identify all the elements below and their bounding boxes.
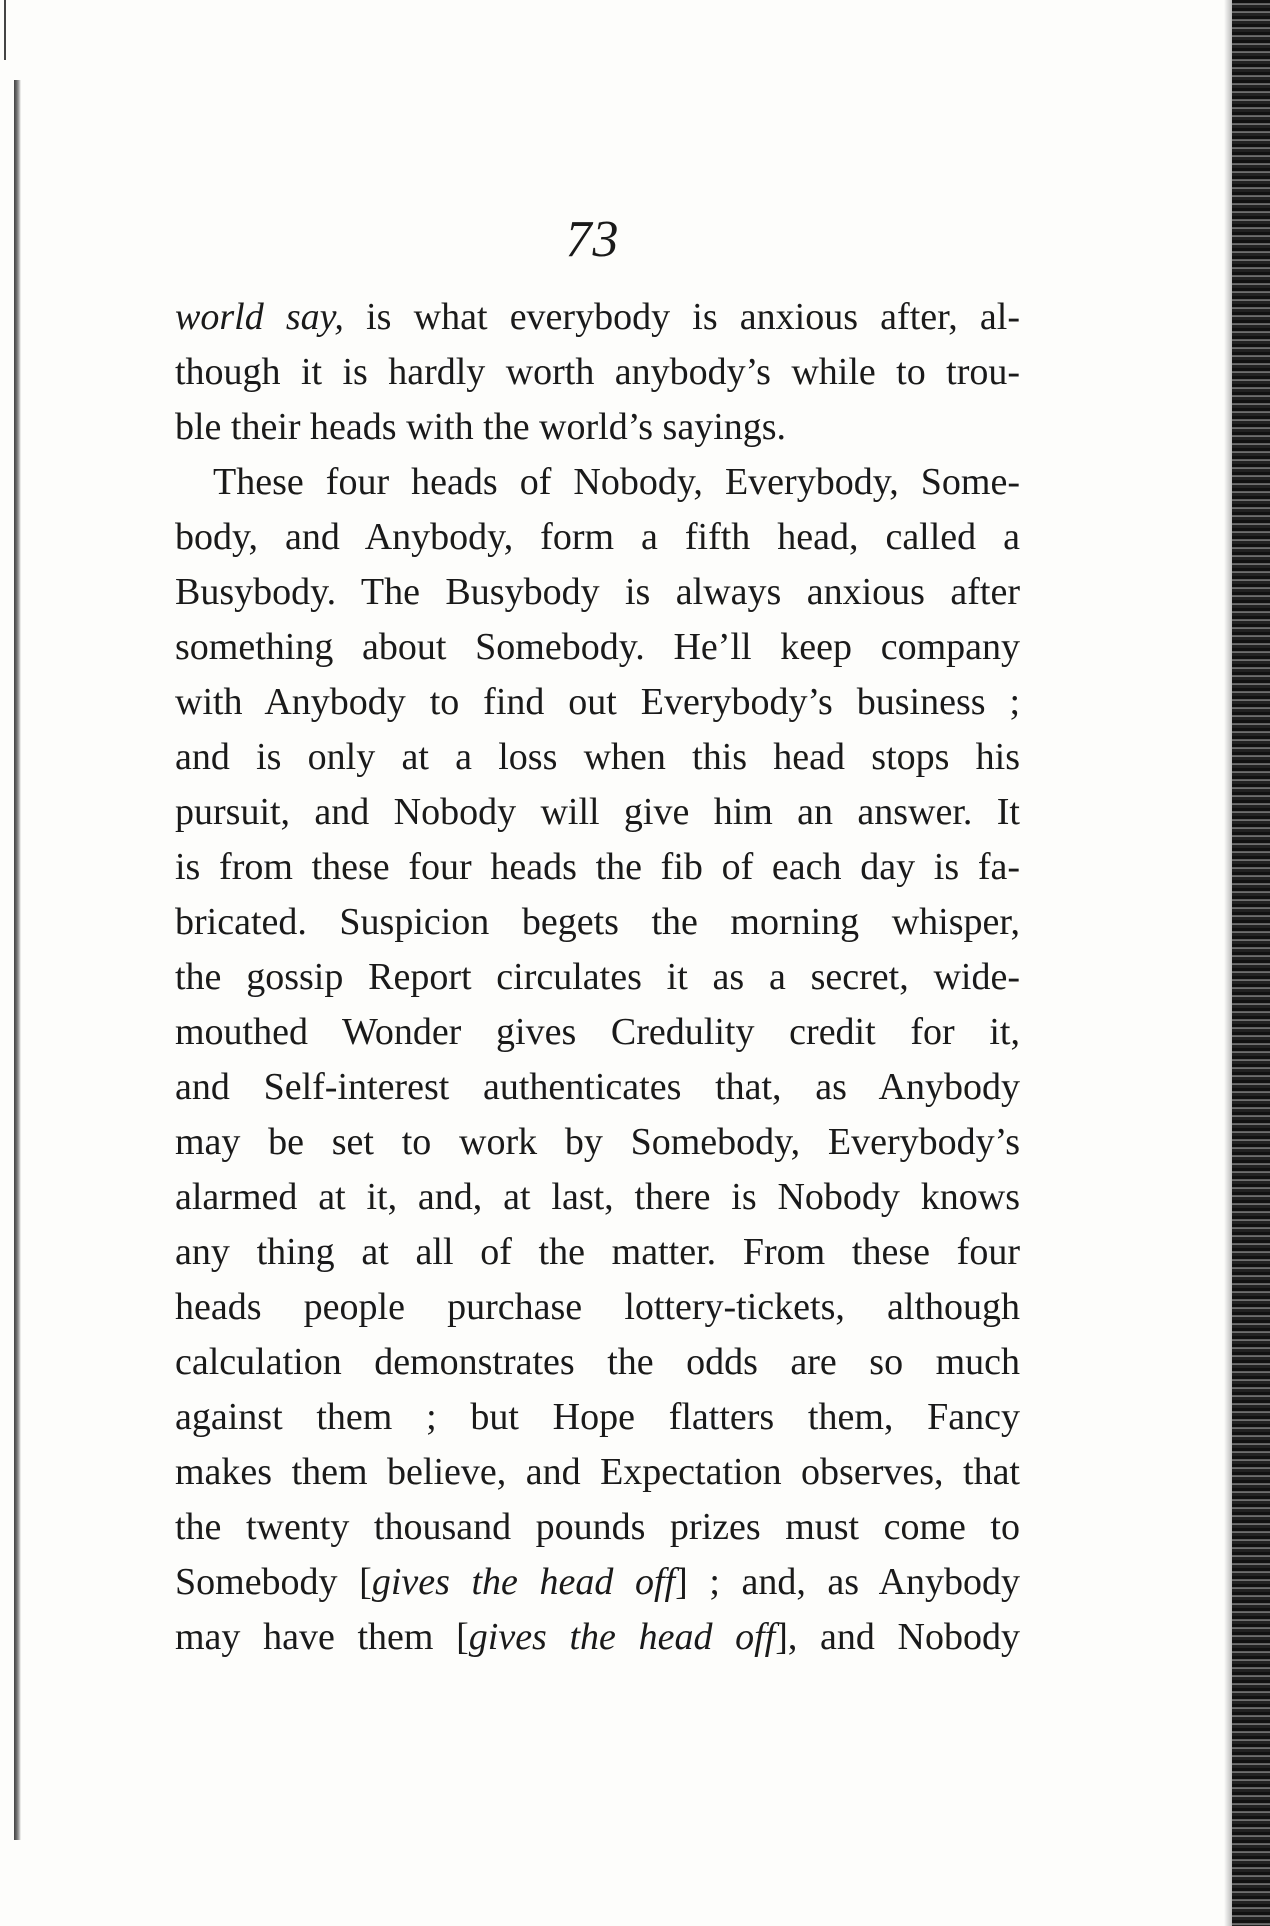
text-line [175, 950, 1020, 1005]
text-line [175, 675, 1020, 730]
page-number: 73 [565, 211, 620, 268]
body-text [175, 290, 1020, 1665]
text-line [175, 620, 1020, 675]
text-segment: and Self-interest authenticates that, as Anybody [175, 1066, 1020, 1108]
text-segment: bricated. Suspicion begets the morning whisper, [175, 901, 1020, 943]
text-line [175, 510, 1020, 565]
text-segment: the gossip Report circulates it as a secret, wide- [175, 956, 1020, 998]
text-line [175, 840, 1020, 895]
text-segment: is what everybody is anxious after, al- [343, 296, 1021, 338]
text-segment: ], and Nobody [775, 1616, 1020, 1658]
text-segment: ] ; and, as Anybody [675, 1561, 1021, 1603]
text-segment: These four heads of Nobody, Everybody, Some- [213, 461, 1020, 503]
text-segment: body, and Anybody, form a fifth head, called a [175, 516, 1020, 558]
italic-text-segment: gives the head off [468, 1616, 776, 1658]
text-segment: alarmed at it, and, at last, there is Nobody knows [175, 1176, 1020, 1218]
text-line [175, 1115, 1020, 1170]
text-line [175, 1005, 1020, 1060]
text-line [175, 1335, 1020, 1390]
text-segment: pursuit, and Nobody will give him an answer. It [175, 791, 1020, 833]
text-line [175, 1390, 1020, 1445]
text-line [175, 1225, 1020, 1280]
text-line [175, 785, 1020, 840]
text-segment: mouthed Wonder gives Credulity credit for it, [175, 1011, 1020, 1053]
text-segment: may be set to work by Somebody, Everybody’s [175, 1121, 1020, 1163]
text-segment: calculation demonstrates the odds are so much [175, 1341, 1020, 1383]
text-segment: Somebody [ [175, 1561, 372, 1603]
text-segment: against them ; but Hope flatters them, Fancy [175, 1396, 1020, 1438]
text-line [175, 565, 1020, 620]
text-line [175, 1500, 1020, 1555]
text-segment: something about Somebody. He’ll keep company [175, 626, 1020, 668]
text-segment: though it is hardly worth anybody’s while to trou- [175, 351, 1020, 393]
text-line [175, 345, 1020, 400]
text-segment: is from these four heads the fib of each day is fa- [175, 846, 1020, 888]
italic-text-segment: gives the head off [371, 1561, 676, 1603]
text-line [175, 290, 1020, 345]
text-line [175, 1060, 1020, 1115]
text-segment: ble their heads with the world’s sayings. [175, 406, 787, 448]
text-segment: makes them believe, and Expectation observes, that [175, 1451, 1020, 1493]
text-segment: with Anybody to find out Everybody’s business ; [175, 681, 1020, 723]
text-segment: and is only at a loss when this head stops his [175, 736, 1020, 778]
text-line [175, 1280, 1020, 1335]
text-line [175, 1610, 1020, 1665]
text-segment: any thing at all of the matter. From these four [175, 1231, 1020, 1273]
text-line [175, 1555, 1020, 1610]
text-line [175, 400, 1020, 455]
book-edge-right [1232, 0, 1270, 1926]
italic-text-segment: world say, [175, 296, 344, 338]
text-line [175, 1170, 1020, 1225]
text-segment: may have them [ [175, 1616, 469, 1658]
text-segment: heads people purchase lottery-tickets, although [175, 1286, 1020, 1328]
text-segment: the twenty thousand pounds prizes must come to [175, 1506, 1020, 1548]
page-edge-mark [4, 0, 6, 60]
binding-shadow-left [14, 80, 21, 1840]
text-line [175, 455, 1020, 510]
text-segment: Busybody. The Busybody is always anxious after [175, 571, 1020, 613]
text-line [175, 730, 1020, 785]
page-edge-shade [1224, 0, 1232, 1926]
text-line [175, 1445, 1020, 1500]
text-line [175, 895, 1020, 950]
